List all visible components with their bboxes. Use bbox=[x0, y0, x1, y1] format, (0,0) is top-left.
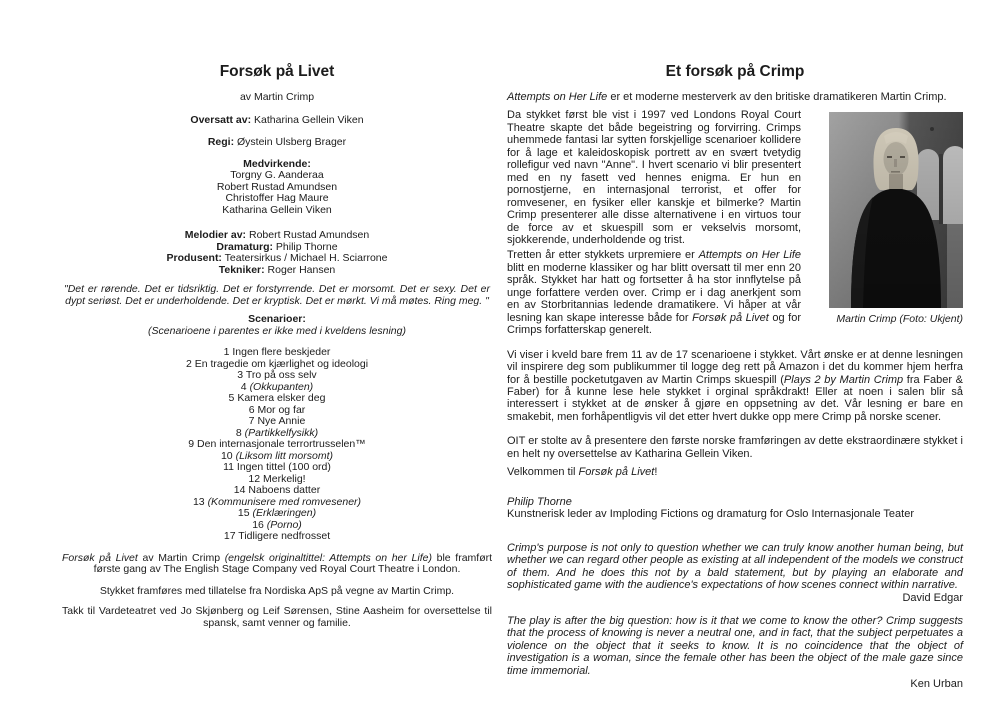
permission-note: Stykket framføres med tillatelse fra Nordiska ApS på vegne av Martin Crimp. bbox=[99, 584, 455, 597]
essay-tonight-paragraph: Vi viser i kveld bare frem 11 av de 17 scenarioene i stykket. Vårt ønske er at denne lesningen vil inspirere deg som publikummer til logge deg rett på Amazon i det du kommer hjem herfra for å bestille pocketutgaven av Martin Crimps skuespill (Plays 2 by Martin Crimp fra Faber & Faber) for å kunne lese hele stykket i orginal språkdrakt! Eller at noen i salen blir så interessert i stykket at de ønsker å gjøre en oppsetning av det. Vår lesning er bare en smakebit, men forhåpentligvis vil det etter hvert dukke opp mere Crimp på norske scener. bbox=[507, 348, 964, 423]
scenario-title: Naboens datter bbox=[248, 484, 321, 496]
cast-block bbox=[62, 159, 492, 217]
scenario-title: (Partikkelfysikk) bbox=[244, 426, 319, 439]
thanks-note: Takk til Vardeteatret ved Jo Skjønberg og Leif Sørensen, Stine Aasheim for oversettelse til spansk, samt venner og familie. bbox=[62, 605, 492, 629]
edgar-quote: Crimp's purpose is not only to question whether we can truly know another human being, but whether we can regard other people as existing at all independent of the models we construct of them. And he does this not by a bald statement, but by playing an elaborate and sophisticated game with the audience's expectations of how scenes connect within narrative. bbox=[507, 541, 963, 591]
urban-attribution: Ken Urban bbox=[910, 678, 963, 691]
photo-block bbox=[813, 112, 963, 325]
scenario-title: Kamera elsker deg bbox=[237, 392, 326, 404]
martin-crimp-photo bbox=[829, 112, 963, 308]
right-page bbox=[507, 63, 963, 700]
scenario-number: 17 bbox=[223, 530, 239, 542]
scenario-title: (Erklæringen) bbox=[252, 507, 317, 519]
scenario-title: Nye Annie bbox=[257, 415, 306, 427]
cast-member: Katharina Gellein Viken bbox=[222, 203, 332, 216]
scenario-number: 11 bbox=[223, 461, 237, 473]
credit-line: Dramaturg: Philip Thorne bbox=[216, 240, 338, 253]
scenario-title: Ingen tittel (100 ord) bbox=[236, 461, 331, 473]
urban-quote: The play is after the big question: how is it that we come to know the other? Crimp suggests that the process of knowing is never a neutral one, and in fact, that the subject perpetuates a violence on the object that it seeks to know. It is no coincidence that the object of investigation is a woman, since the female other has been the object of the male gaze since time immemorial. bbox=[507, 614, 963, 677]
credit-label: Oversatt av: bbox=[190, 113, 252, 126]
scenario-number: 15 bbox=[237, 507, 253, 519]
scenario-number: 1 bbox=[223, 346, 233, 358]
scenario-number: 14 bbox=[233, 484, 249, 496]
credit-label: Regi: bbox=[207, 135, 235, 148]
scenario-title: (Porno) bbox=[266, 518, 302, 531]
play-title: Forsøk på Livet bbox=[219, 63, 335, 80]
essay-legacy-paragraph: Tretten år etter stykkets urpremiere er Attempts on Her Life blitt en moderne klassiker og har blitt oversatt til mer enn 20 språk. Stykket har hatt og fortsetter å ha stor innflytelse på unge forfattere verden over. Crimp er i dag anerkjent som en av Storbritannias ledende dramatikere. Vi håper at vår lesning kan skape interesse både for Forsøk på Livet og for Crimps forfatterskap generelt. bbox=[507, 249, 801, 337]
scenario-title: Merkelig! bbox=[263, 472, 306, 485]
scenario-number: 6 bbox=[248, 403, 258, 416]
scenario-item bbox=[62, 531, 492, 543]
credit-label: Dramaturg: bbox=[216, 240, 273, 253]
credit-line: Oversatt av: Katharina Gellein Viken bbox=[190, 113, 364, 126]
scenario-title: Tro på oss selv bbox=[245, 369, 317, 381]
scenario-number: 2 bbox=[185, 357, 195, 370]
credit-label: Tekniker: bbox=[218, 263, 265, 276]
scenario-number: 4 bbox=[240, 380, 250, 393]
scenario-number: 7 bbox=[248, 415, 258, 427]
scenario-title: Tidligere nedfrosset bbox=[238, 530, 331, 542]
byline: av Martin Crimp bbox=[239, 91, 315, 103]
cast-list bbox=[62, 170, 492, 216]
signature-role: Kunstnerisk leder av Imploding Fictions og dramaturg for Oslo Internasjonale Teater bbox=[507, 508, 915, 521]
signature-name: Philip Thorne bbox=[507, 495, 572, 508]
essay-intro: Attempts on Her Life er et moderne mesterverk av den britiske dramatikeren Martin Crimp. bbox=[507, 91, 947, 103]
cast-member: Robert Rustad Amundsen bbox=[216, 180, 338, 193]
scenario-number: 12 bbox=[248, 472, 263, 485]
scenario-number: 3 bbox=[237, 369, 246, 381]
credit-label: Produsent: bbox=[166, 252, 222, 264]
scenario-number: 5 bbox=[228, 392, 238, 404]
scenario-number: 13 bbox=[192, 495, 208, 508]
essay-history-paragraph: Da stykket først ble vist i 1997 ved Londons Royal Court Theatre skapte det både begeistring og forvirring. Crimps uhemmede fantasi lar sytten forskjellige scenarioer kollidere for å lage et kaleidoskopisk portrett av en svært tvetydig rollefigur ved navn "Anne". I hvert scenario vi blir presentert med en ny fasett ved hennes enigma. Er hun en pornostjerne, en internasjonal terrorist, et offer for romvesener, en fysiker eller kanskje et bilmerke? Martin Crimp presenterer alle disse alternativene i en virtuos tour de force av et skuespill som er vekselvis morsomt, sjokkerende, underholdende og trist. bbox=[507, 109, 801, 246]
scenario-title: En tragedie om kjærlighet og ideologi bbox=[194, 357, 369, 370]
photo-caption: Martin Crimp (Foto: Ukjent) bbox=[836, 313, 963, 326]
scenarios-note: (Scenarioene i parentes er ikke med i kveldens lesning) bbox=[148, 324, 406, 337]
cast-member: Torgny G. Aanderaa bbox=[230, 169, 324, 181]
left-page bbox=[62, 63, 492, 700]
scenario-title: Den internasjonale terrortrusselen™ bbox=[197, 438, 366, 450]
scenario-number: 8 bbox=[235, 426, 245, 439]
scenarios-heading: Scenarioer: bbox=[248, 313, 306, 325]
credit-line: Regi: Øystein Ulsberg Brager bbox=[207, 135, 347, 148]
scenario-number: 10 bbox=[220, 449, 236, 462]
welcome-line: Velkommen til Forsøk på Livet! bbox=[507, 466, 658, 479]
cast-heading: Medvirkende: bbox=[243, 157, 311, 170]
production-credits bbox=[62, 230, 492, 276]
scenario-number: 16 bbox=[252, 518, 267, 531]
scenario-title: (Kommunisere med romvesener) bbox=[207, 495, 362, 508]
press-quote: "Det er rørende. Det er tidsriktig. Det er forstyrrende. Det er morsomt. Det er sexy. Det er dypt seriøst. Det er underholdende. Det er kryptisk. Det er mørkt. Vi må møtes. Ring meg. " bbox=[64, 283, 490, 307]
cast-member: Christoffer Hag Maure bbox=[225, 192, 329, 204]
credit-line: Tekniker: Roger Hansen bbox=[218, 263, 336, 276]
scenario-title: Mor og far bbox=[257, 403, 306, 416]
scenario-title: Ingen flere beskjeder bbox=[232, 346, 331, 358]
scenario-number: 9 bbox=[188, 438, 198, 450]
essay-oit-paragraph: OIT er stolte av å presentere den første norske framføringen av dette ekstraordinære stykket i en helt ny oversettelse av Katharina Gellein Viken. bbox=[507, 435, 963, 460]
edgar-attribution: David Edgar bbox=[902, 592, 963, 605]
scenario-title: (Okkupanten) bbox=[249, 380, 314, 393]
credit-line: Melodier av: Robert Rustad Amundsen bbox=[184, 229, 370, 241]
first-performance-note: Forsøk på Livet av Martin Crimp (engelsk originaltittel: Attempts on her Life) ble framført første gang av The English Stage Company ved Royal Court Theatre i London. bbox=[62, 551, 493, 575]
essay-title: Et forsøk på Crimp bbox=[665, 63, 805, 80]
scenario-title: (Liksom litt morsomt) bbox=[235, 449, 334, 462]
credits-top bbox=[62, 115, 492, 149]
scenario-list bbox=[62, 347, 492, 543]
credit-line: Produsent: Teatersirkus / Michael H. Sciarrone bbox=[166, 252, 388, 264]
credit-label: Melodier av: bbox=[184, 229, 247, 241]
